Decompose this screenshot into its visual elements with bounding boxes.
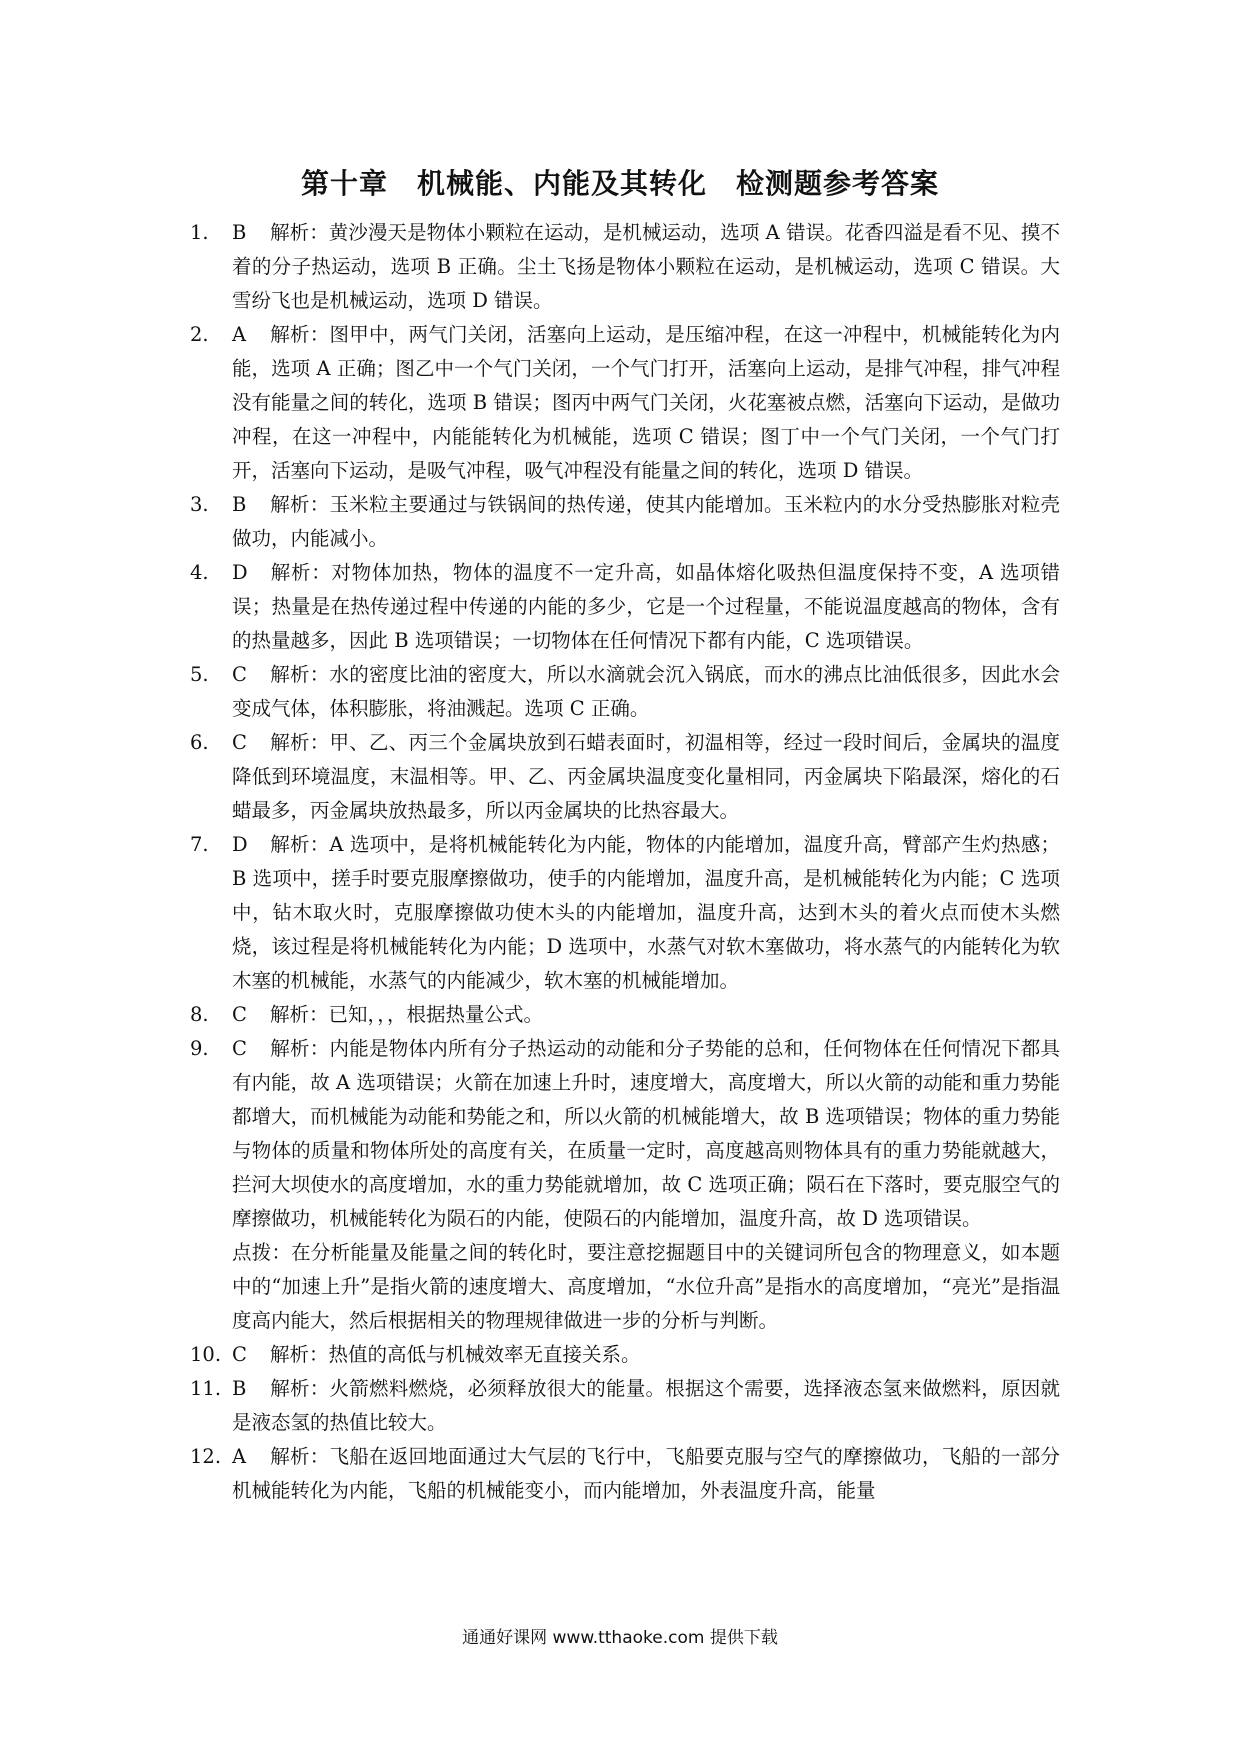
- item-number: 4.: [190, 561, 209, 584]
- item-explanation: 解析：飞船在返回地面通过大气层的飞行中，飞船要克服与空气的摩擦做功，飞船的一部分机械能转化为内能，飞船的机械能变小，而内能增加，外表温度升高，能量: [232, 1445, 1060, 1502]
- answer-item-6: [190, 726, 1060, 828]
- item-answer: A: [232, 323, 247, 346]
- item-explanation: 解析：A 选项中，是将机械能转化为内能，物体的内能增加，温度升高，臂部产生灼热感；B 选项中，搓手时要克服摩擦做功，使手的内能增加，温度升高，是机械能转化为内能；C 选项中，钻木取火时，克服摩擦做功使木头的内能增加，温度升高，达到木头的着火点而使木头燃烧，该过程是将机械能转化为内能；D 选项中，水蒸气对软木塞做功，将水蒸气的内能转化为软木塞的机械能，水蒸气的内能减少，软木塞的机械能增加。: [232, 833, 1060, 992]
- item-answer: C: [232, 1003, 247, 1026]
- page-title: 第十章 机械能、内能及其转化 检测题参考答案: [300, 167, 939, 200]
- item-number: 10.: [190, 1343, 222, 1366]
- item-number: 12.: [190, 1445, 222, 1468]
- item-answer: B: [232, 1377, 247, 1400]
- item-explanation: 解析：图甲中，两气门关闭，活塞向上运动，是压缩冲程，在这一冲程中，机械能转化为内能，选项 A 正确；图乙中一个气门关闭，一个气门打开，活塞向上运动，是排气冲程，排气冲程没有能量之间的转化，选项 B 错误；图丙中两气门关闭，火花塞被点燃，活塞向下运动，是做功冲程，在这一冲程中，内能能转化为机械能，选项 C 错误；图丁中一个气门关闭，一个气门打开，活塞向下运动，是吸气冲程，吸气冲程没有能量之间的转化，选项 D 错误。: [232, 323, 1060, 482]
- answer-item-10: [190, 1338, 1060, 1372]
- item-number: 8.: [190, 1003, 209, 1026]
- item-number: 2.: [190, 323, 209, 346]
- item-answer: C: [232, 663, 247, 686]
- item-explanation: 解析：玉米粒主要通过与铁锅间的热传递，使其内能增加。玉米粒内的水分受热膨胀对粒壳做功，内能减小。: [232, 493, 1060, 550]
- item-answer: D: [232, 561, 248, 584]
- item-answer: D: [232, 833, 248, 856]
- item-number: 1.: [190, 221, 209, 244]
- answer-list: [190, 216, 1060, 1508]
- item-explanation: 解析：已知，，，根据热量公式。: [270, 1003, 544, 1026]
- item-explanation: 解析：黄沙漫天是物体小颗粒在运动，是机械运动，选项 A 错误。花香四溢是看不见、摸不着的分子热运动，选项 B 正确。尘土飞扬是物体小颗粒在运动，是机械运动，选项 C 错误。大雪纷飞也是机械运动，选项 D 错误。: [232, 221, 1060, 312]
- item-explanation: 解析：内能是物体内所有分子热运动的动能和分子势能的总和，任何物体在任何情况下都具有内能，故 A 选项错误；火箭在加速上升时，速度增大，高度增大，所以火箭的动能和重力势能都增大，而机械能为动能和势能之和，所以火箭的机械能增大，故 B 选项错误；物体的重力势能与物体的质量和物体所处的高度有关，在质量一定时，高度越高则物体具有的重力势能就越大，拦河大坝使水的高度增加，水的重力势能就增加，故 C 选项正确；陨石在下落时，要克服空气的摩擦做功，机械能转化为陨石的内能，使陨石的内能增加，温度升高，故 D 选项错误。: [232, 1037, 1060, 1230]
- item-number: 9.: [190, 1037, 209, 1060]
- item-answer: B: [232, 493, 247, 516]
- item-answer: B: [232, 221, 247, 244]
- item-number: 11.: [190, 1377, 222, 1400]
- item-explanation: 解析：水的密度比油的密度大，所以水滴就会沉入锅底，而水的沸点比油低很多，因此水会变成气体，体积膨胀，将油溅起。选项 C 正确。: [232, 663, 1060, 720]
- item-explanation: 解析：热值的高低与机械效率无直接关系。: [270, 1343, 641, 1366]
- item-number: 5.: [190, 663, 209, 686]
- answer-item-12: [190, 1440, 1060, 1508]
- answer-item-4: [190, 556, 1060, 658]
- answer-item-7: [190, 828, 1060, 998]
- item-number: 7.: [190, 833, 209, 856]
- item-number: 6.: [190, 731, 209, 754]
- item-answer: C: [232, 1343, 247, 1366]
- item-answer: C: [232, 1037, 247, 1060]
- item-explanation: 解析：对物体加热，物体的温度不一定升高，如晶体熔化吸热但温度保持不变，A 选项错误；热量是在热传递过程中传递的内能的多少，它是一个过程量，不能说温度越高的物体，含有的热量越多，因此 B 选项错误；一切物体在任何情况下都有内能，C 选项错误。: [232, 561, 1060, 652]
- item-answer: A: [232, 1445, 247, 1468]
- item-note: 点拨：在分析能量及能量之间的转化时，要注意挖掘题目中的关键词所包含的物理意义，如本题中的“加速上升”是指火箭的速度增大、高度增加，“水位升高”是指水的高度增加，“亮光”是指温度高内能大，然后根据相关的物理规律做进一步的分析与判断。: [232, 1241, 1060, 1332]
- item-explanation: 解析：甲、乙、丙三个金属块放到石蜡表面时，初温相等，经过一段时间后，金属块的温度降低到环境温度，末温相等。甲、乙、丙金属块温度变化量相同，丙金属块下陷最深，熔化的石蜡最多，丙金属块放热最多，所以丙金属块的比热容最大。: [232, 731, 1060, 822]
- answer-item-1: [190, 216, 1060, 318]
- answer-item-3: [190, 488, 1060, 556]
- page-footer: 通通好课网 www.tthaoke.com 提供下载: [462, 1628, 778, 1648]
- item-explanation: 解析：火箭燃料燃烧，必须释放很大的能量。根据这个需要，选择液态氢来做燃料，原因就是液态氢的热值比较大。: [232, 1377, 1060, 1434]
- item-answer: C: [232, 731, 247, 754]
- item-number: 3.: [190, 493, 209, 516]
- answer-item-11: [190, 1372, 1060, 1440]
- answer-item-8: [190, 998, 1060, 1032]
- answer-item-5: [190, 658, 1060, 726]
- answer-item-9: [190, 1032, 1060, 1338]
- answer-item-2: [190, 318, 1060, 488]
